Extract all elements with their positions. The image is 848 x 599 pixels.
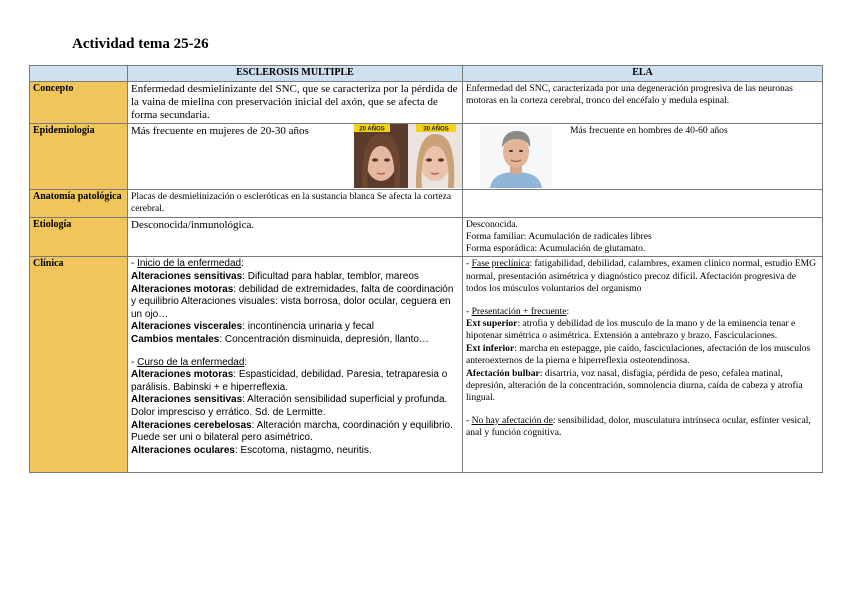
- em-curso-item: [131, 445, 459, 458]
- em-curso-item-value: : Alteración sensibilidad superficial y profunda. Dolor impresciso y errático. Sd. de Lermitte.: [131, 394, 448, 418]
- header-corner: [30, 66, 128, 82]
- ela-no-text: : sensibilidad, dolor, musculatura intrínseca ocular, esfínter vesical, anal y función cognitiva.: [466, 414, 811, 439]
- spacer: [131, 347, 459, 357]
- em-inicio-title: Inicio de la enfermedad: [137, 258, 242, 270]
- em-inicio-item-key: Alteraciones viscerales: [131, 321, 243, 333]
- em-inicio-item: [131, 334, 459, 347]
- em-curso-item: [131, 420, 459, 445]
- ela-presentacion-heading: [466, 306, 819, 318]
- man-photo: [480, 126, 552, 188]
- em-inicio-item-key: Cambios mentales: [131, 333, 220, 345]
- em-curso-item-key: Alteraciones sensitivas: [131, 394, 243, 406]
- badge-30-text: 30 AÑOS: [423, 125, 449, 132]
- row-label-etiologia: Etiología: [30, 217, 128, 257]
- cell-concepto-em: Enfermedad desmielinizante del SNC, que se caracteriza por la pérdida de la vaina de mielina con preservación inicial del axón, que se afecta de forma secundaria.: [128, 81, 463, 123]
- em-inicio-item-value: : Dificultad para hablar, temblor, mareos: [242, 270, 419, 282]
- em-curso-item-key: Alteraciones oculares: [131, 444, 235, 456]
- em-inicio-item-value: : Concentración disminuida, depresión, llanto…: [219, 333, 429, 345]
- em-inicio-heading: - Inicio de la enfermedad:: [131, 258, 244, 270]
- ela-ext-superior: [466, 318, 819, 343]
- ela-bulbar: [466, 368, 819, 405]
- row-label-clinica: Clínica: [30, 257, 128, 473]
- em-inicio-item-value: : debilidad de extremidades, falta de coordinación y equilibrio Alteraciones visuales: vista borrosa, dolor ocular, ceguera en un ojo…: [131, 283, 454, 320]
- em-curso-item-value: : Alteración marcha, coordinación y equilibrio. Puede ser uni o bilateral pero asimétrico.: [131, 419, 453, 444]
- cell-epidemiologia-em: [128, 123, 463, 189]
- em-curso-item-key: Alteraciones motoras: [131, 369, 234, 381]
- spacer: [466, 405, 819, 415]
- em-inicio-prefix: -: [131, 258, 138, 270]
- row-etiologia: [30, 217, 823, 257]
- em-curso-item-value: : Escotoma, nistagmo, neuritis.: [234, 444, 372, 456]
- em-curso-item: [131, 369, 459, 394]
- ela-ext-superior-value: : atrofia y debilidad de los musculo de la mano y de la eminencia tenar e hipotenar simétrica o asimétrica. Extensión a antebrazo y brazo. Fasciculaciones.: [466, 318, 796, 342]
- spacer: [466, 296, 819, 306]
- ela-fase-title: Fase preclínica: [471, 258, 530, 270]
- etiologia-ela-line: Forma familiar: Acumulación de radicales libres: [466, 230, 652, 242]
- table-header-row: [30, 66, 823, 82]
- ela-presentacion-title: Presentación + frecuente: [471, 305, 567, 317]
- ela-ext-superior-key: Ext superior: [466, 318, 518, 330]
- em-inicio-item-key: Alteraciones sensitivas: [131, 270, 243, 282]
- cell-etiologia-em: Desconocida/inmunológica.: [128, 217, 463, 257]
- row-epidemiologia: [30, 123, 823, 189]
- cell-clinica-ela: [463, 257, 823, 473]
- comparison-table: [29, 65, 823, 473]
- women-faces-image: [354, 124, 462, 188]
- row-anatomia: [30, 189, 823, 217]
- cell-etiologia-ela: [463, 217, 823, 257]
- epidemiologia-em-text: Más frecuente en mujeres de 20-30 años: [131, 124, 309, 137]
- em-curso-heading: - Curso de la enfermedad:: [131, 356, 248, 368]
- em-inicio-item-key: Alteraciones motoras: [131, 283, 234, 295]
- row-label-anatomia: Anatomía patológica: [30, 189, 128, 217]
- badge-20-text: 20 AÑOS: [359, 125, 385, 132]
- cell-clinica-em: [128, 257, 463, 473]
- em-curso-item-value: : Espasticidad, debilidad. Paresia, tetraparesia o parálisis. Babinski + e hiperreflexia.: [131, 369, 448, 393]
- row-clinica: [30, 257, 823, 473]
- em-inicio-item: [131, 321, 459, 334]
- etiologia-ela-line: Forma esporádica: Acumulación de glutamato.: [466, 243, 646, 255]
- ela-ext-inferior-value: : marcha en estepagge, pie caído, fasciculaciones, afectación de los musculos anteroexternos de la pierna e hiperreflexia osteotendinosa.: [466, 342, 811, 367]
- em-inicio-item-value: : incontinencia urinaria y fecal: [242, 321, 374, 333]
- em-curso-title: Curso de la enfermedad: [137, 356, 245, 368]
- ela-fase-prefix: -: [466, 258, 472, 270]
- page-title: Actividad tema 25-26: [72, 36, 209, 52]
- em-curso-item-key: Alteraciones cerebelosas: [131, 419, 252, 431]
- epidemiologia-ela-text: Más frecuente en hombres de 40-60 años: [570, 124, 728, 136]
- ela-no-prefix: -: [466, 414, 472, 426]
- man-face-image: [480, 126, 552, 188]
- row-concepto: [30, 81, 823, 123]
- em-inicio-item: [131, 271, 459, 284]
- row-label-epidemiologia: Epidemiologia: [30, 123, 128, 189]
- ela-no-title: No hay afectación de: [471, 414, 553, 426]
- cell-concepto-ela: Enfermedad del SNC, caracterizada por una degeneración progresiva de las neuronas motoras en la corteza cerebral, tronco del encéfalo y medula espinal.: [463, 81, 823, 123]
- column-header-ela: ELA: [463, 66, 823, 82]
- em-curso-prefix: -: [131, 356, 138, 368]
- cell-epidemiologia-ela: [463, 123, 823, 189]
- ela-no-afectacion: [466, 415, 819, 440]
- ela-presentacion-suffix: :: [566, 305, 570, 317]
- ela-presentacion-prefix: -: [466, 305, 472, 317]
- ela-fase-text: : fatigabilidad, debilidad, calambres, examen clínico normal, estudio EMG normal, presentación asimétrica y diagnóstico precoz difícil. Afectación progresiva de todos los músculos voluntarios del organismo: [466, 258, 817, 295]
- em-curso-item: [131, 394, 459, 419]
- cell-anatomia-em: Placas de desmielinización o escleróticas en la sustancia blanca Se afecta la corteza cerebral.: [128, 189, 463, 217]
- ela-ext-inferior: [466, 343, 819, 368]
- ela-fase-preclinica: [466, 258, 819, 295]
- cell-anatomia-ela: [463, 189, 823, 217]
- ela-bulbar-key: Afectación bulbar: [466, 367, 540, 379]
- etiologia-ela-line: Desconocida.: [466, 218, 518, 230]
- ela-ext-inferior-key: Ext inferior: [466, 342, 515, 354]
- women-comparison-photo: [354, 124, 462, 188]
- em-inicio-item: [131, 284, 459, 322]
- column-header-em: ESCLEROSIS MULTIPLE: [128, 66, 463, 82]
- ela-bulbar-value: : disartria, voz nasal, disfagia, pérdida de peso, cefalea matinal, depresión, alteración de la concentración, somnolencia diurna, caída de cabeza y atrofia lingual.: [466, 367, 803, 404]
- row-label-concepto: Concepto: [30, 81, 128, 123]
